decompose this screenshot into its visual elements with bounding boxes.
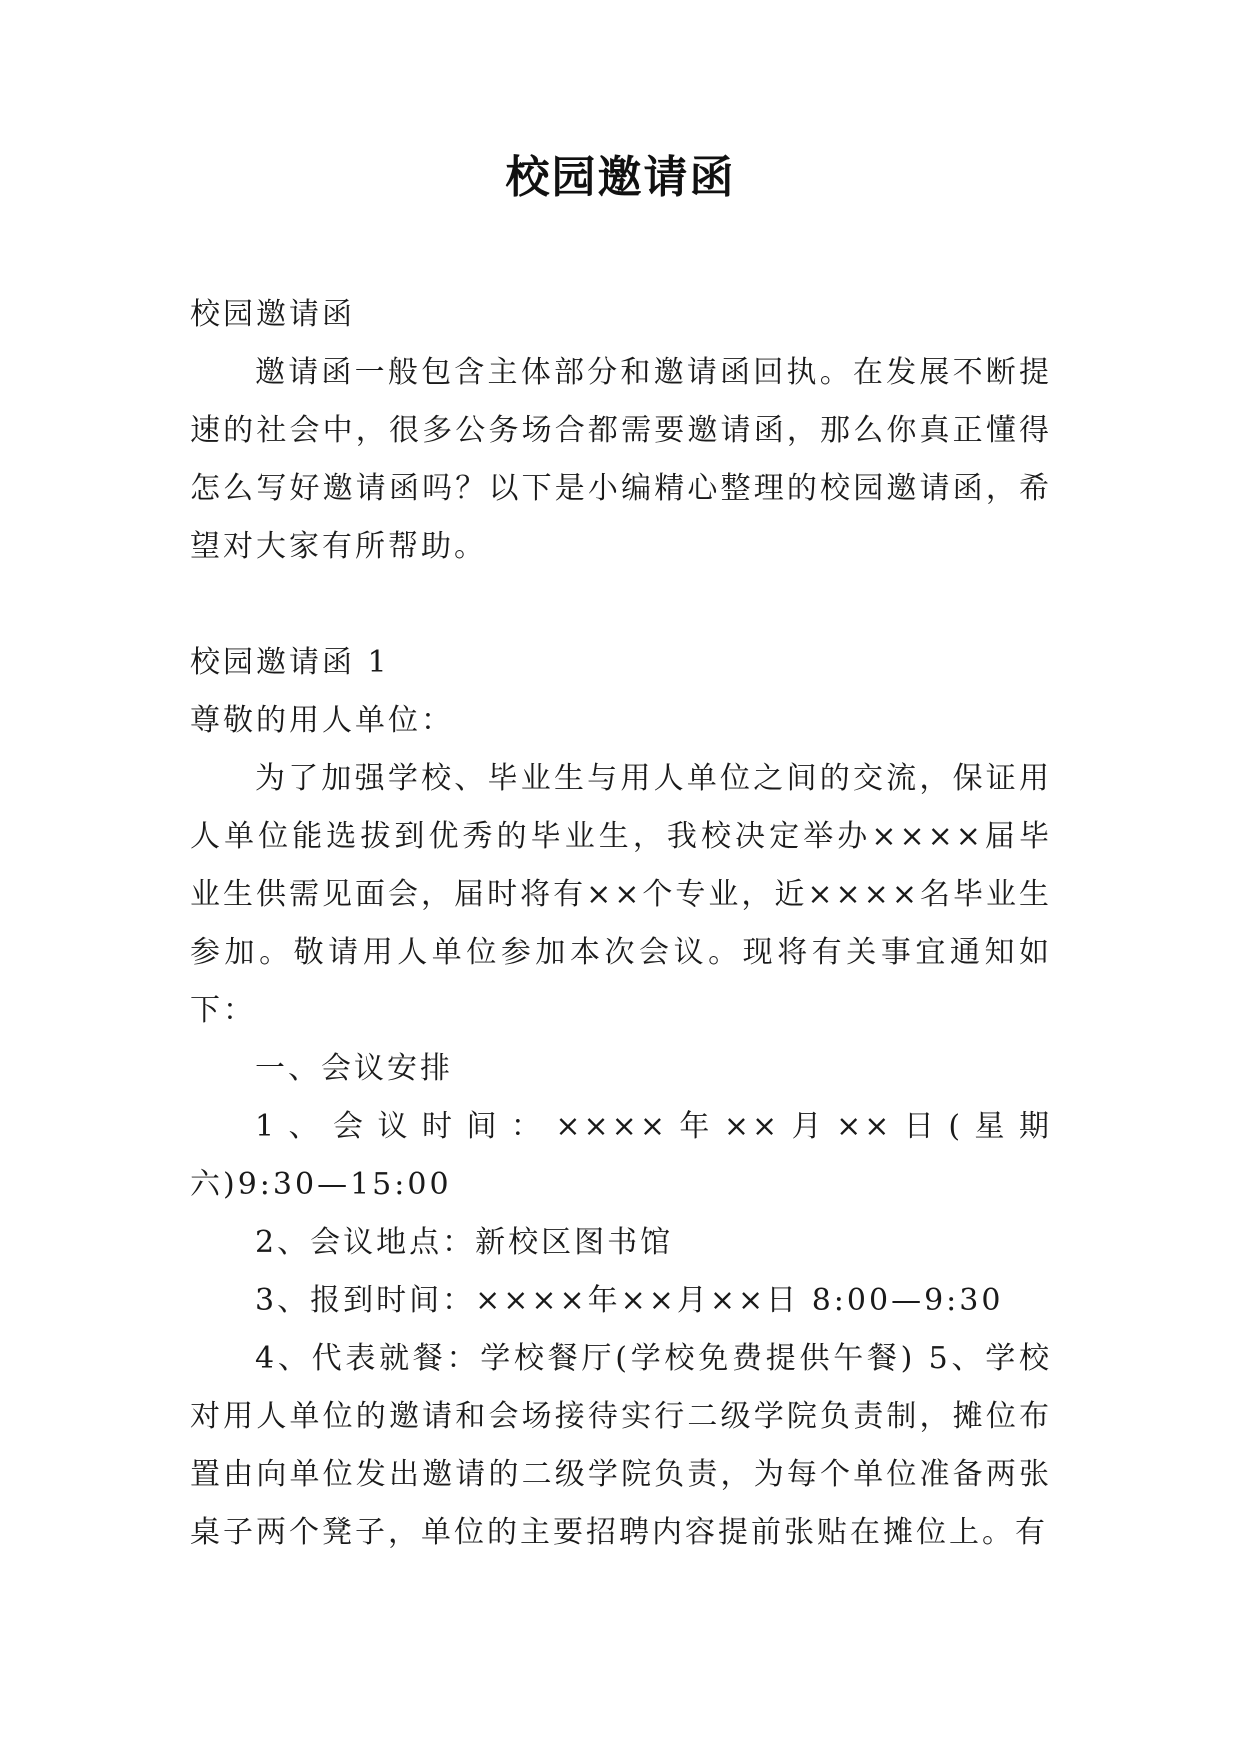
salutation: 尊敬的用人单位： — [190, 703, 454, 738]
section-title: 校园邀请函 1 — [190, 645, 390, 680]
invitation-paragraph: 为了加强学校、毕业生与用人单位之间的交流，保证用人单位能选拔到优秀的毕业生，我校决定举办××××届毕业生供需见面会，届时将有××个专业，近××××名毕业生参加。敬请用人单位参加本次会议。现将有关事宜通知如下： — [190, 761, 1052, 1028]
item-meeting-time-line1: 1、会议时间：××××年××月××日(星期 — [255, 1109, 1052, 1144]
document-title: 校园邀请函 — [505, 152, 736, 203]
document-body — [190, 286, 1052, 1562]
heading-meeting-arrangement: 一、会议安排 — [255, 1051, 453, 1086]
subtitle: 校园邀请函 — [190, 297, 355, 332]
intro-paragraph: 邀请函一般包含主体部分和邀请函回执。在发展不断提速的社会中，很多公务场合都需要邀请函，那么你真正懂得怎么写好邀请函吗？以下是小编精心整理的校园邀请函，希望对大家有所帮助。 — [190, 355, 1052, 564]
item-meeting-time-line2: 六)9:30—15:00 — [190, 1167, 452, 1202]
item-meals: 4、代表就餐：学校餐厅(学校免费提供午餐) 5、学校对用人单位的邀请和会场接待实行二级学院负责制，摊位布置由向单位发出邀请的二级学院负责，为每个单位准备两张桌子两个凳子，单位的主要招聘内容提前张贴在摊位上。有 — [190, 1341, 1052, 1550]
item-meeting-location: 2、会议地点：新校区图书馆 — [255, 1225, 674, 1260]
item-checkin-time: 3、报到时间：××××年××月××日 8:00—9:30 — [255, 1283, 1004, 1318]
